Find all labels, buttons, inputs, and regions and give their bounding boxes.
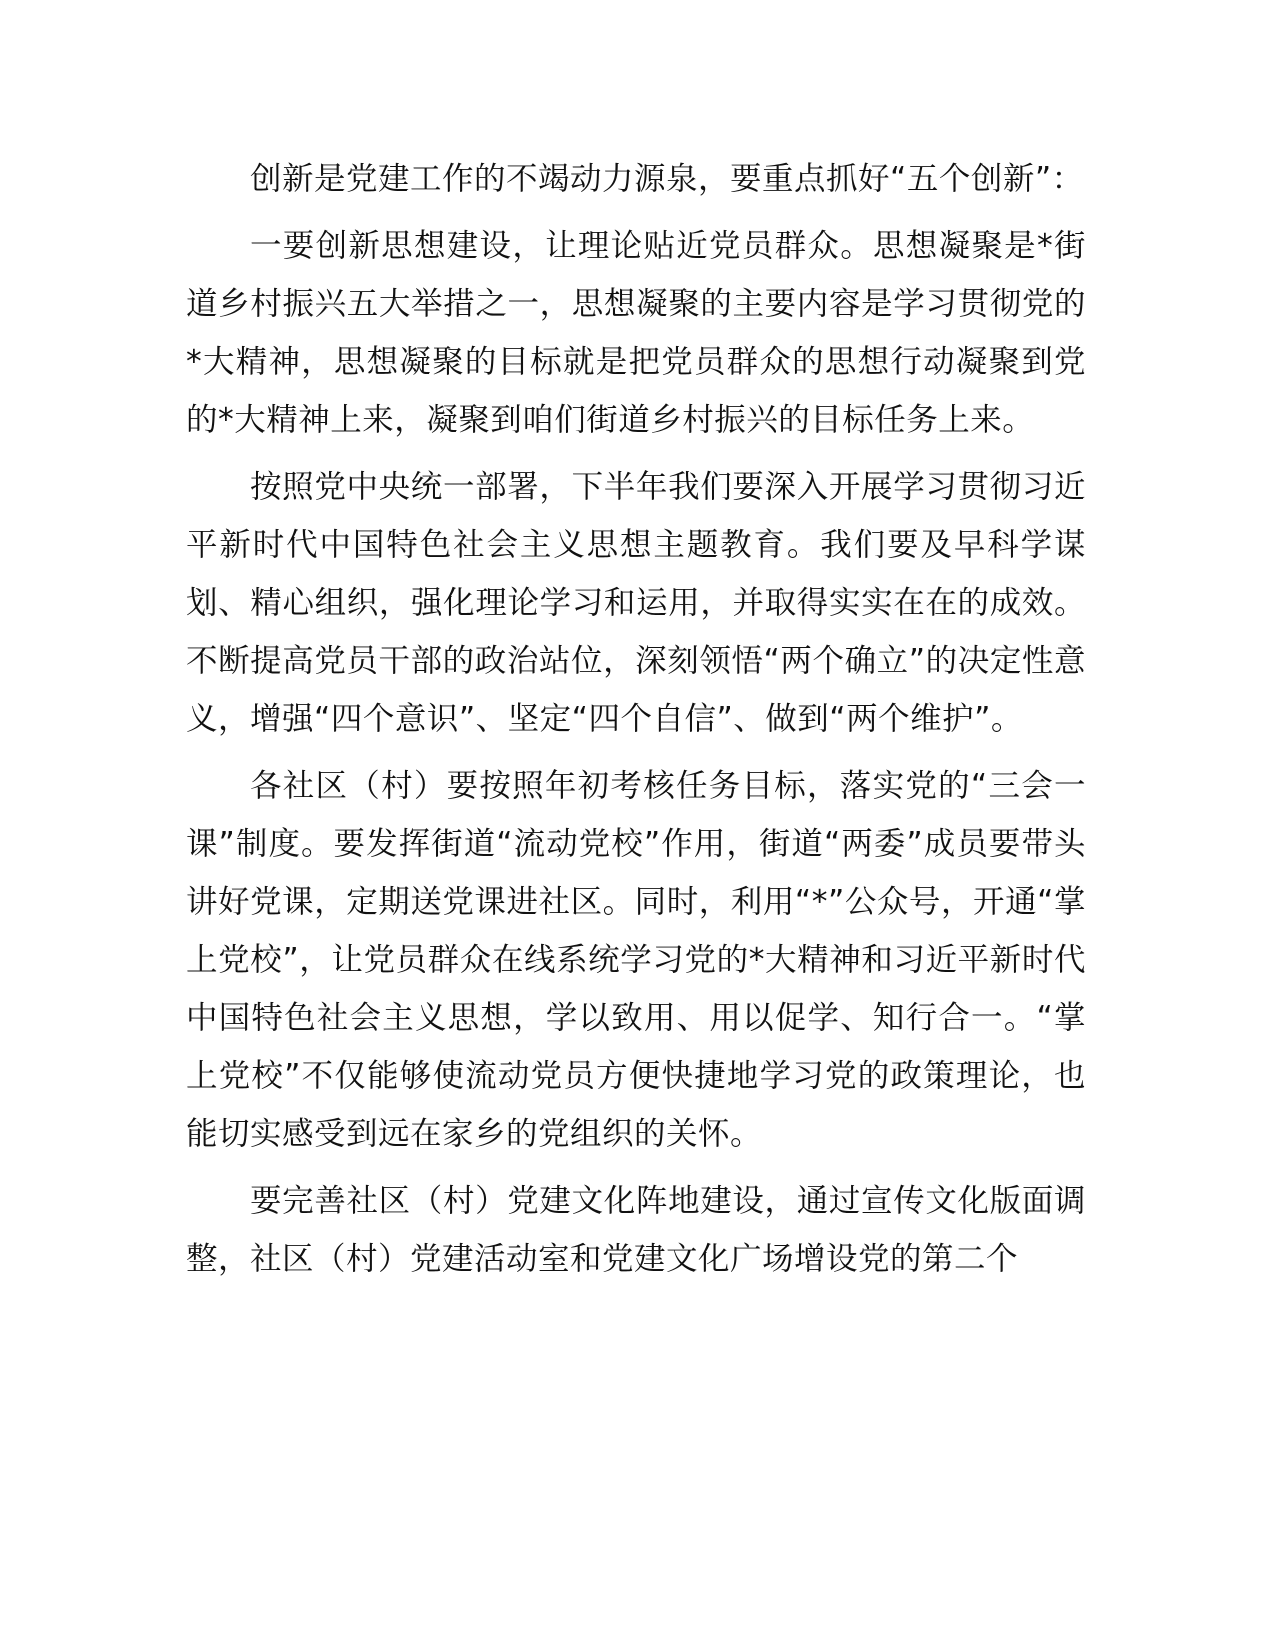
document-body: [186, 150, 1086, 1297]
paragraph-theme-education: 按照党中央统一部署，下半年我们要深入开展学习贯彻习近平新时代中国特色社会主义思想主题教育。我们要及早科学谋划、精心组织，强化理论学习和运用，并取得实实在在的成效。不断提高党员干部的政治站位，深刻领悟“两个确立”的决定性意义，增强“四个意识”、坚定“四个自信”、做到“两个维护”。: [186, 469, 1086, 737]
paragraph-culture-positions: 要完善社区（村）党建文化阵地建设，通过宣传文化版面调整，社区（村）党建活动室和党建文化广场增设党的第二个: [186, 1183, 1086, 1277]
paragraph-party-school: 各社区（村）要按照年初考核任务目标，落实党的“三会一课”制度。要发挥街道“流动党校”作用，街道“两委”成员要带头讲好党课，定期送党课进社区。同时，利用“*”公众号，开通“掌上党校”，让党员群众在线系统学习党的*大精神和习近平新时代中国特色社会主义思想，学以致用、用以促学、知行合一。“掌上党校”不仅能够使流动党员方便快捷地学习党的政策理论，也能切实感受到远在家乡的党组织的关怀。: [186, 768, 1086, 1152]
paragraph-ideological-building: 一要创新思想建设，让理论贴近党员群众。思想凝聚是*街道乡村振兴五大举措之一，思想凝聚的主要内容是学习贯彻党的*大精神，思想凝聚的目标就是把党员群众的思想行动凝聚到党的*大精神上来，凝聚到咱们街道乡村振兴的目标任务上来。: [186, 228, 1086, 438]
paragraph-five-innovations-intro: 创新是党建工作的不竭动力源泉，要重点抓好“五个创新”：: [250, 161, 1084, 197]
